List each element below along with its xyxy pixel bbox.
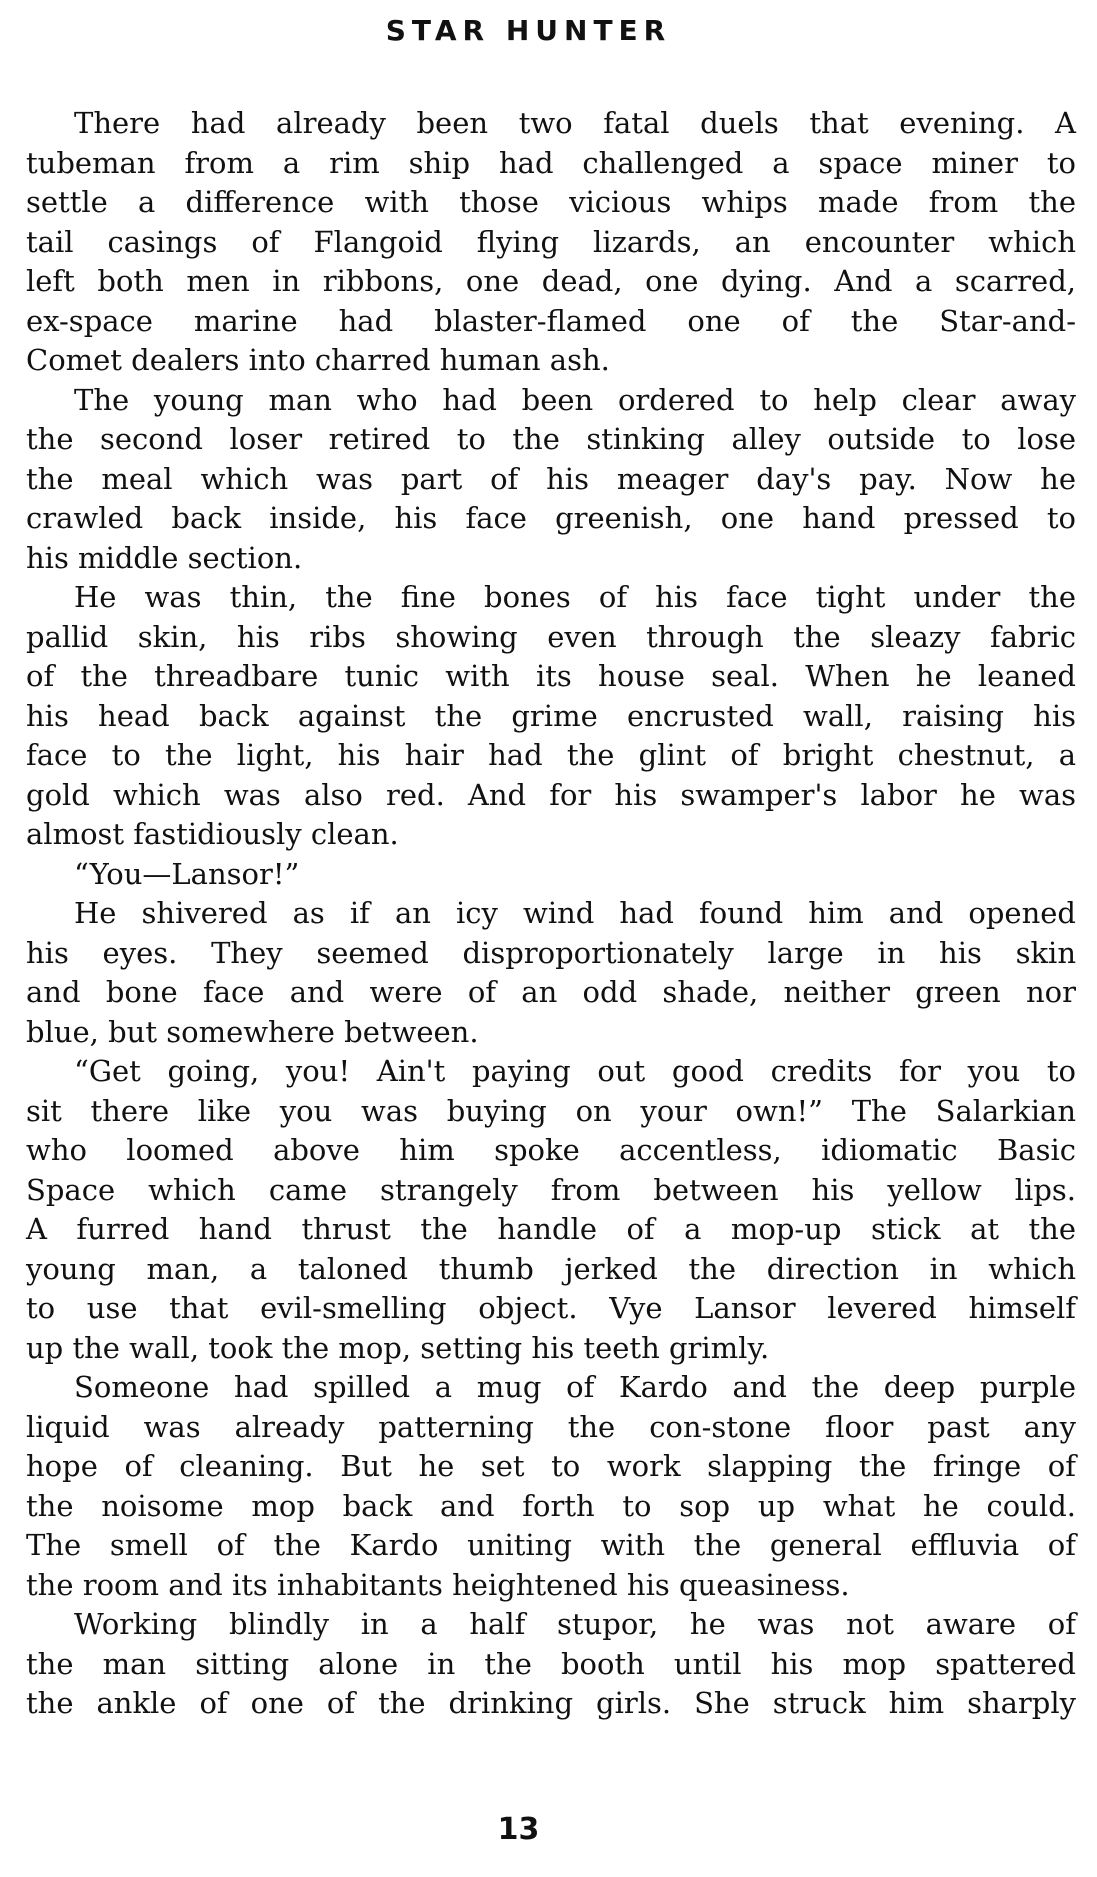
text-line: up the wall, took the mop, setting his teeth grimly. <box>26 1330 770 1365</box>
text-line: sit there like you was buying on your own!” The Salarkian <box>26 1093 1076 1128</box>
text-line: his head back against the grime encrusted wall, raising his <box>26 698 1076 733</box>
text-line: face to the light, his hair had the glint of bright chestnut, a <box>26 738 1076 772</box>
text-line: the second loser retired to the stinking alley outside to lose <box>26 422 1076 456</box>
text-line: He shivered as if an icy wind had found him and opened <box>74 896 1076 930</box>
page-number: 13 <box>497 1812 540 1847</box>
text-line: who loomed above him spoke accentless, idiomatic Basic <box>26 1133 1076 1167</box>
running-head: STAR HUNTER <box>385 14 672 47</box>
text-line: to use that evil-smelling object. Vye Lansor levered himself <box>26 1291 1076 1325</box>
body-text <box>26 104 1076 1724</box>
text-line: He was thin, the fine bones of his face tight under the <box>74 580 1076 614</box>
text-line: settle a difference with those vicious whips made from the <box>26 185 1076 219</box>
text-line: gold which was also red. And for his swamper's labor he was <box>26 777 1076 812</box>
text-line: and bone face and were of an odd shade, neither green nor <box>26 975 1076 1009</box>
text-line: the ankle of one of the drinking girls. She struck him sharply <box>26 1686 1076 1720</box>
text-line: “You—Lansor!” <box>74 856 300 891</box>
text-line: his middle section. <box>26 540 303 575</box>
text-line: the man sitting alone in the booth until his mop spattered <box>26 1646 1076 1681</box>
text-line: the room and its inhabitants heightened his queasiness. <box>26 1567 850 1602</box>
text-line: “Get going, you! Ain't paying out good credits for you to <box>74 1054 1076 1088</box>
text-line: the noisome mop back and forth to sop up what he could. <box>26 1488 1076 1523</box>
text-line: Working blindly in a half stupor, he was not aware of <box>74 1607 1076 1641</box>
text-line: tail casings of Flangoid flying lizards, an encounter which <box>26 224 1076 259</box>
text-line: of the threadbare tunic with its house seal. When he leaned <box>26 659 1076 693</box>
text-line: left both men in ribbons, one dead, one dying. And a scarred, <box>26 264 1076 298</box>
text-line: pallid skin, his ribs showing even through the sleazy fabric <box>26 619 1076 654</box>
text-line: A furred hand thrust the handle of a mop-up stick at the <box>26 1212 1076 1246</box>
text-line: hope of cleaning. But he set to work slapping the fringe of <box>26 1449 1076 1483</box>
text-line: young man, a taloned thumb jerked the direction in which <box>26 1251 1076 1286</box>
text-line: the meal which was part of his meager day's pay. Now he <box>26 461 1076 496</box>
text-line: crawled back inside, his face greenish, one hand pressed to <box>26 501 1076 535</box>
text-line: blue, but somewhere between. <box>26 1014 479 1049</box>
text-line: The smell of the Kardo uniting with the general effluvia of <box>26 1528 1076 1562</box>
text-line: tubeman from a rim ship had challenged a space miner to <box>26 145 1076 180</box>
text-line: There had already been two fatal duels that evening. A <box>74 106 1076 140</box>
text-line: his eyes. They seemed disproportionately large in his skin <box>26 935 1076 970</box>
text-line: Comet dealers into charred human ash. <box>26 343 610 377</box>
text-line: Space which came strangely from between his yellow lips. <box>26 1172 1076 1207</box>
text-line: almost fastidiously clean. <box>26 817 399 851</box>
text-line: Someone had spilled a mug of Kardo and the deep purple <box>74 1370 1076 1404</box>
text-line: ex-space marine had blaster-flamed one of the Star-and- <box>26 303 1076 338</box>
text-line: The young man who had been ordered to help clear away <box>74 382 1076 417</box>
text-line: liquid was already patterning the con-stone floor past any <box>26 1409 1076 1444</box>
